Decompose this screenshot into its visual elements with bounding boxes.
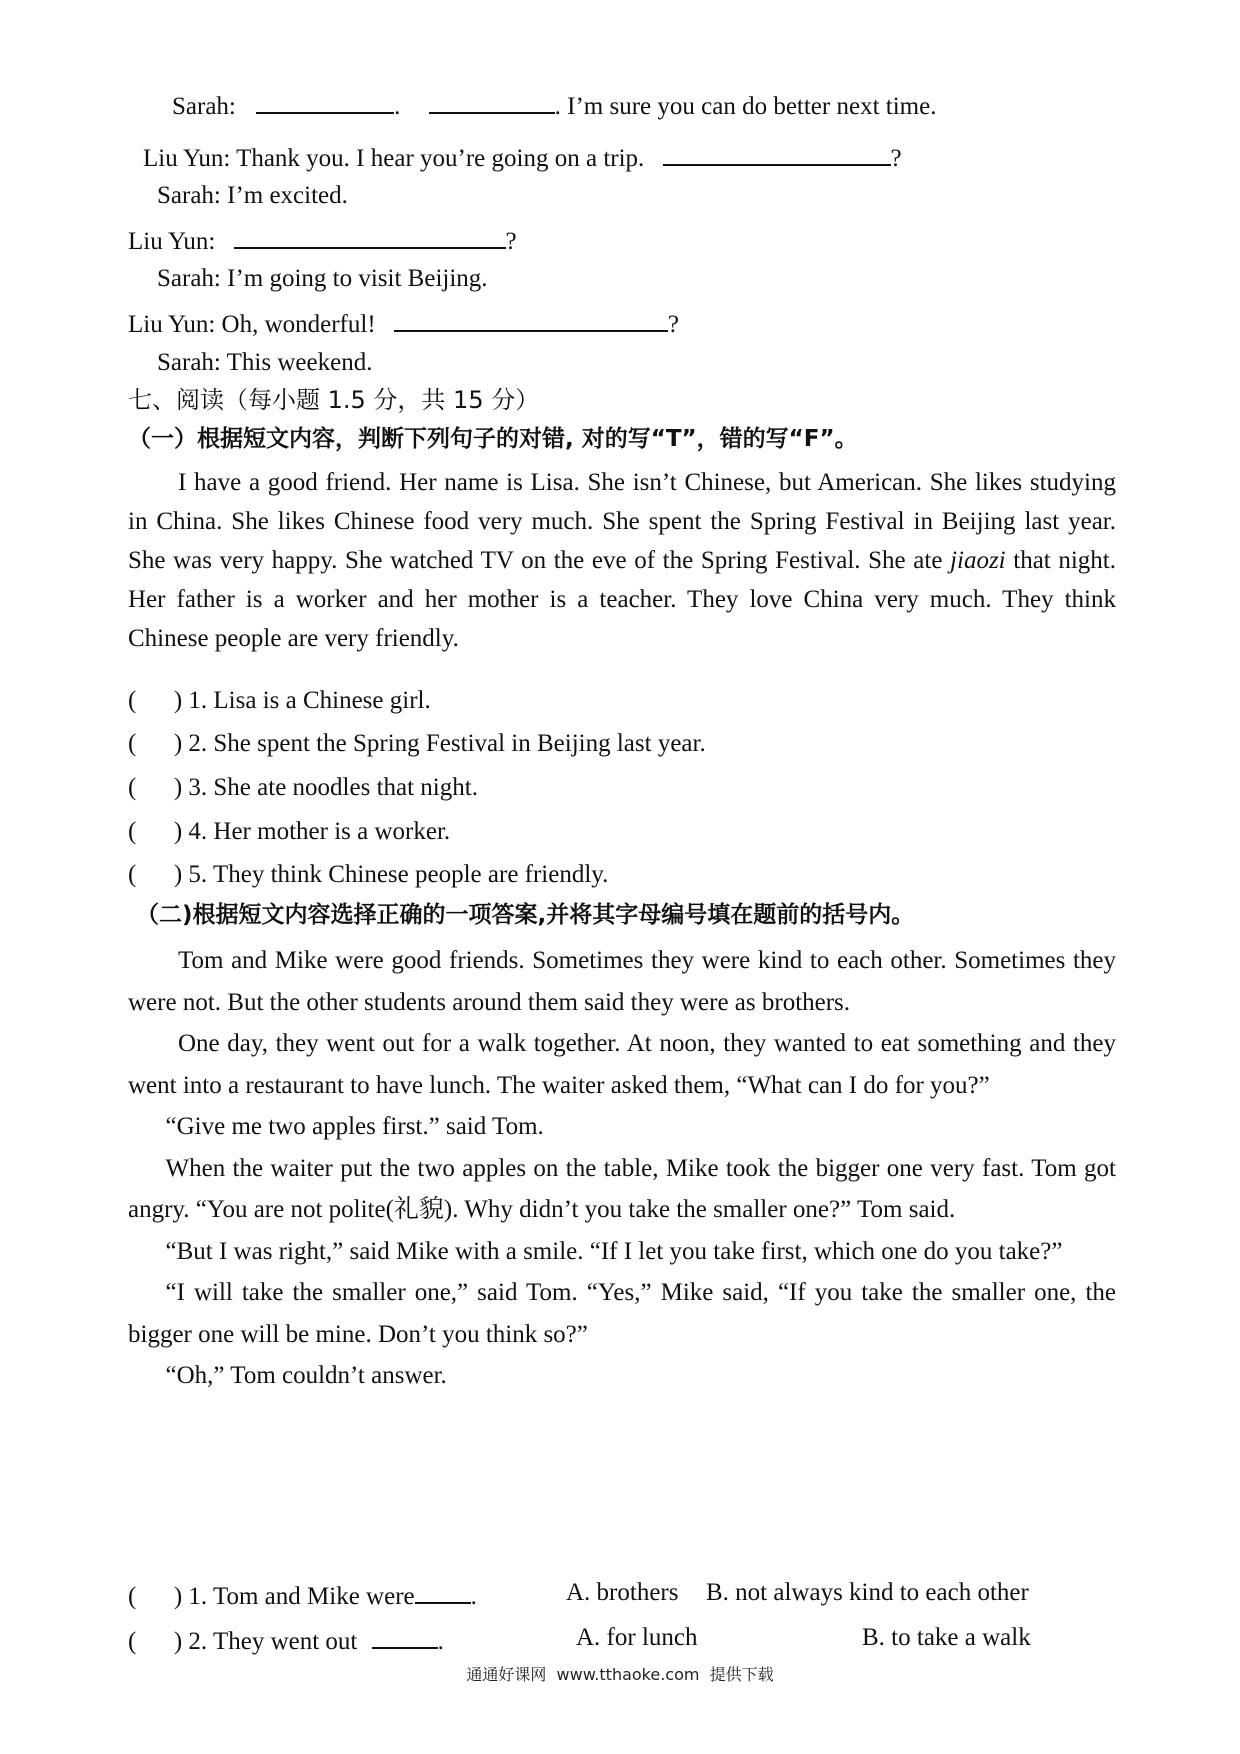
- tf-item-2: [128, 731, 706, 756]
- passage-paragraph: “Give me two apples first.” said Tom.: [165, 1113, 544, 1140]
- dialogue-text: . I’m sure you can do better next time.: [554, 93, 937, 120]
- option-b[interactable]: B. not always kind to each other: [706, 1579, 1029, 1606]
- mc-stem: 1. Tom and Mike were: [188, 1583, 415, 1610]
- passage-1: [128, 463, 1116, 658]
- dialogue-text: Liu Yun: Thank you. I hear you’re going on a trip.: [143, 145, 645, 172]
- option-b[interactable]: B. to take a walk: [862, 1624, 1031, 1651]
- dialogue-line-6: [128, 308, 679, 337]
- answer-bracket[interactable]: ( ): [128, 1583, 183, 1610]
- punctuation: .: [470, 1583, 477, 1610]
- answer-bracket[interactable]: ( ): [128, 687, 183, 714]
- tf-statement: 4. Her mother is a worker.: [188, 818, 451, 845]
- passage-paragraph: Tom and Mike were good friends. Sometimes they were kind to each other. Sometimes they were not. But the other students around them said they were as brothers.: [128, 947, 1116, 1016]
- passage-paragraph: “But I was right,” said Mike with a smile. “If I let you take first, which one do you take?”: [165, 1237, 1063, 1265]
- section-title: [128, 388, 539, 412]
- dialogue-text: Liu Yun: Oh, wonderful!: [128, 311, 376, 338]
- part1-title: [128, 428, 858, 451]
- dialogue-line-5: [157, 266, 488, 291]
- part2-title-text: （二)根据短文内容选择正确的一项答案,并将其字母编号填在题前的括号内。: [136, 902, 915, 928]
- answer-bracket[interactable]: ( ): [128, 818, 183, 845]
- dialogue-line-4: [128, 225, 517, 254]
- answer-blank[interactable]: [256, 90, 394, 114]
- question-mark: ?: [890, 145, 902, 172]
- answer-bracket[interactable]: ( ): [128, 861, 183, 888]
- punctuation: .: [394, 93, 401, 120]
- passage-text: I have a good friend. Her name is Lisa. She isn’t Chinese, but American. She likes studying in China. She likes Chinese food very much. She spent the Spring Festival in Beijing last year. She was very happy. She watched TV on the eve of the Spring Festival. She ate: [128, 469, 1116, 574]
- answer-bracket[interactable]: ( ): [128, 1628, 183, 1655]
- answer-bracket[interactable]: ( ): [128, 774, 183, 801]
- answer-blank[interactable]: [663, 142, 891, 166]
- passage-2: [128, 940, 1116, 1397]
- tf-statement: 5. They think Chinese people are friendly.: [188, 861, 609, 888]
- passage-text: that night. Her father is a worker and her mother is a teacher. They love China very much. They think Chinese people are very friendly.: [128, 547, 1117, 652]
- dialogue-text: Sarah: I’m going to visit Beijing.: [157, 265, 488, 292]
- tf-item-1: [128, 688, 431, 713]
- answer-bracket[interactable]: ( ): [128, 730, 183, 757]
- dialogue-line-2: [143, 142, 902, 171]
- tf-item-4: [128, 819, 450, 844]
- speaker-label: Liu Yun:: [128, 228, 216, 255]
- passage-italic-word: jiaozi: [950, 547, 1006, 574]
- passage-paragraph: “Oh,” Tom couldn’t answer.: [165, 1362, 447, 1389]
- question-mark: ?: [505, 228, 517, 255]
- answer-blank[interactable]: [415, 1580, 471, 1604]
- option-a[interactable]: A. for lunch: [576, 1624, 698, 1651]
- punctuation: .: [437, 1628, 444, 1655]
- answer-blank[interactable]: [429, 90, 555, 114]
- mc-item-2: [128, 1625, 1118, 1655]
- answer-blank[interactable]: [234, 225, 506, 249]
- dialogue-line-1: [172, 90, 936, 119]
- tf-statement: 2. She spent the Spring Festival in Beijing last year.: [188, 730, 706, 757]
- passage-paragraph: When the waiter put the two apples on the table, Mike took the bigger one very fast. Tom got angry. “You are not polite(礼貌). Why didn’t you take the smaller one?” Tom said.: [128, 1154, 1116, 1223]
- question-mark: ?: [667, 311, 680, 338]
- page-footer: 通通好课网 www.tthaoke.com 提供下载: [466, 1665, 774, 1684]
- passage-paragraph: “I will take the smaller one,” said Tom. “Yes,” Mike said, “If you take the smaller one, the bigger one will be mine. Don’t you think so?”: [128, 1279, 1116, 1348]
- section-title-text: 七、阅读（每小题 1.5 分，共 15 分）: [128, 386, 540, 414]
- option-a[interactable]: A. brothers: [566, 1579, 679, 1606]
- dialogue-text: Sarah: This weekend.: [157, 349, 373, 376]
- part1-title-text: （一）根据短文内容，判断下列句子的对错, 对的写“T”，错的写“F”。: [128, 426, 858, 452]
- tf-statement: 1. Lisa is a Chinese girl.: [188, 687, 431, 714]
- dialogue-line-7: [157, 350, 372, 375]
- tf-item-5: [128, 862, 608, 887]
- speaker-label: Sarah:: [172, 93, 236, 120]
- mc-stem: 2. They went out: [188, 1628, 358, 1655]
- dialogue-line-3: [157, 183, 348, 208]
- answer-blank[interactable]: [394, 308, 668, 332]
- mc-item-1: [128, 1580, 1118, 1610]
- tf-statement: 3. She ate noodles that night.: [188, 774, 478, 801]
- tf-item-3: [128, 775, 478, 800]
- passage-paragraph: One day, they went out for a walk together. At noon, they wanted to eat something and they went into a restaurant to have lunch. The waiter asked them, “What can I do for you?”: [128, 1030, 1116, 1099]
- dialogue-text: Sarah: I’m excited.: [157, 182, 348, 209]
- part2-title: [136, 904, 914, 927]
- answer-blank[interactable]: [372, 1625, 438, 1649]
